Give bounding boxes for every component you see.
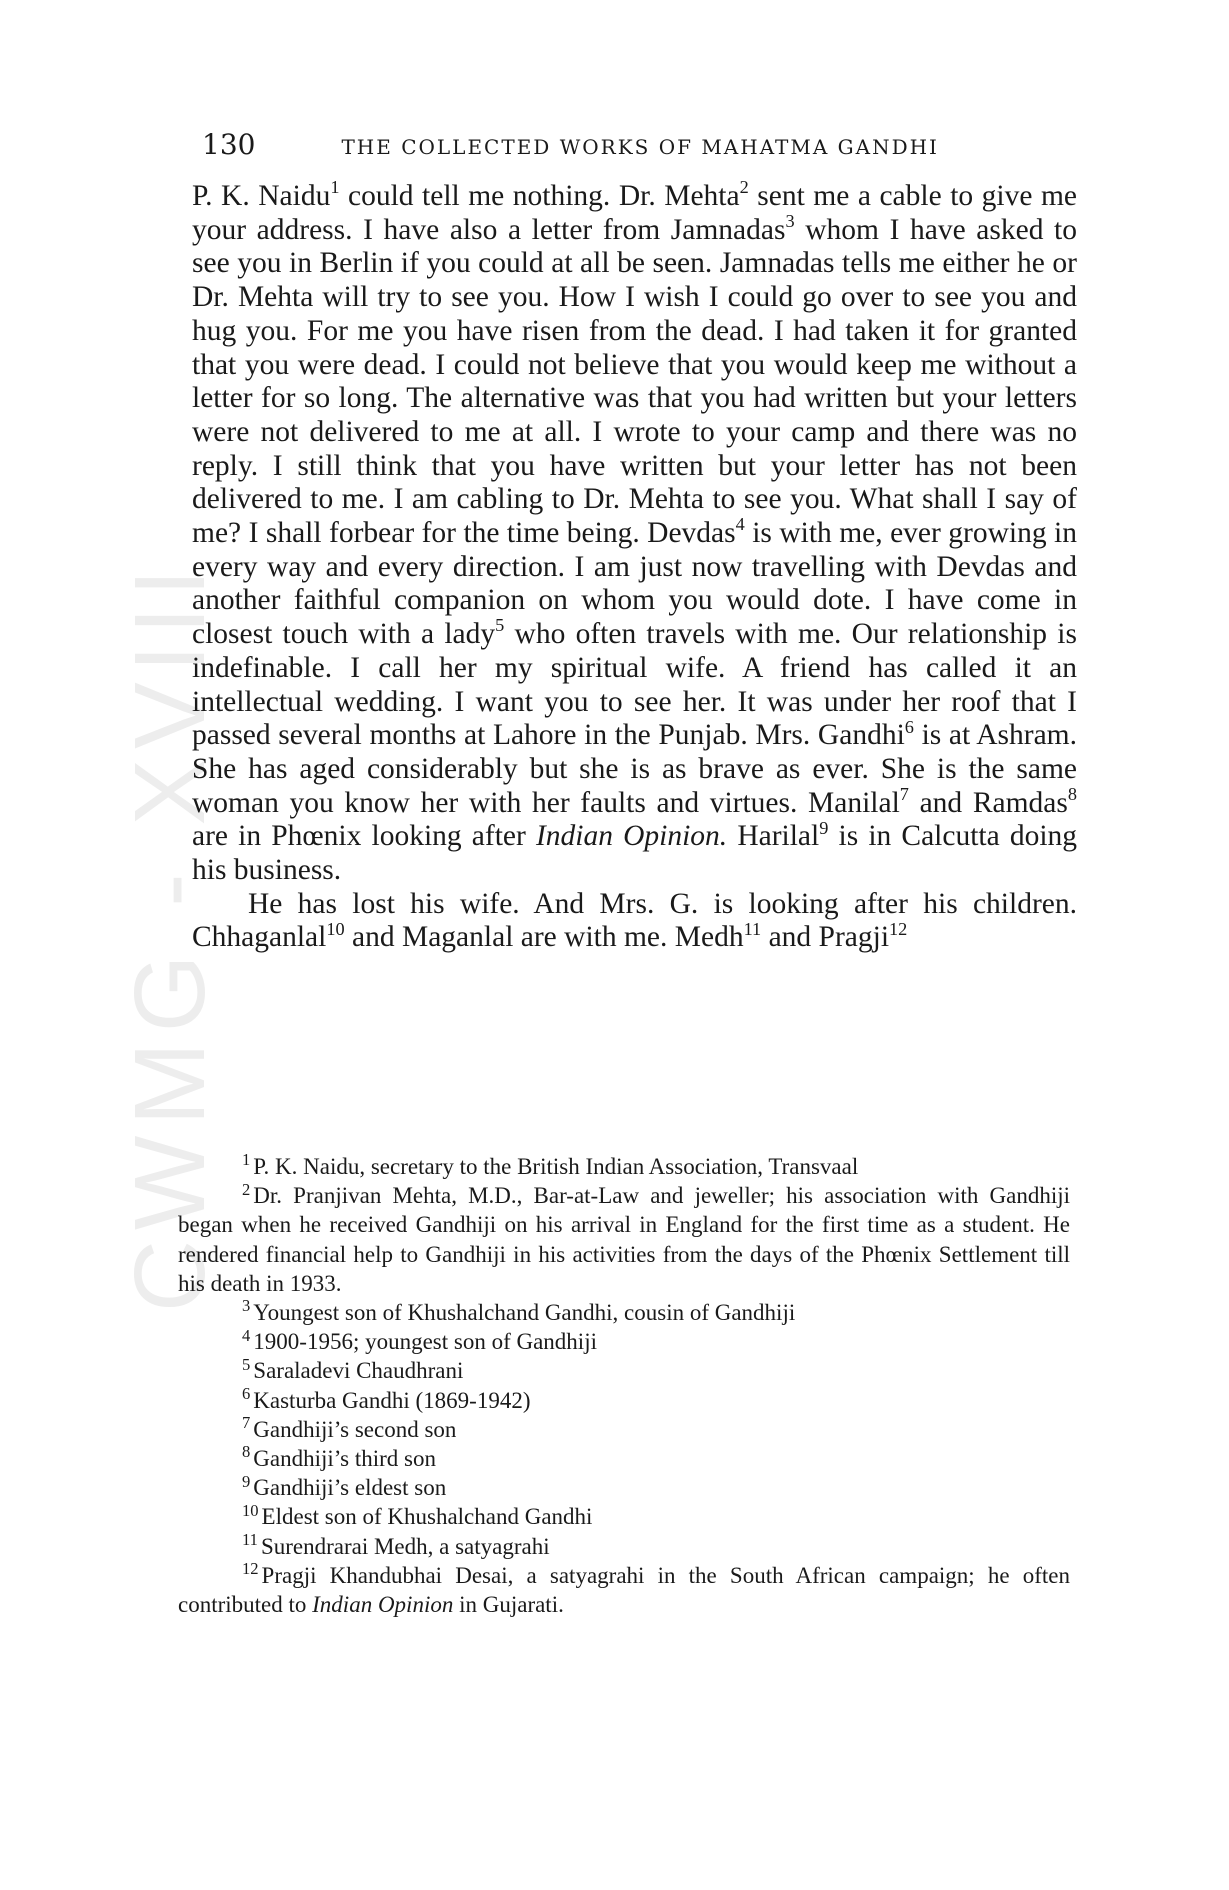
text-run: whom I have asked to see you in Berlin if you could at all be seen. Jamnadas tells me either he or Dr. Mehta will try to see you. How I wish I could go over to see you and hug you. For me you have risen from the dead. I had taken it for granted that you were dead. I could not believe that you would keep me without a letter for so long. The alternative was that you had written but your letters were not delivered to me at all. I wrote to your camp and there was no reply. I still think that you have written but your letter has not been delivered to me. I am cabling to Dr. Mehta to see you. What shall I say of me? I shall forbear for the time being. Devdas — [192, 213, 1077, 550]
footnotes — [178, 1152, 1070, 1619]
footnote-text: Saraladevi Chaudhrani — [253, 1358, 464, 1384]
footnote-number: 3 — [242, 1296, 251, 1316]
footnote-text: Gandhiji’s second son — [253, 1416, 457, 1442]
footnote-ref-12[interactable]: 12 — [889, 918, 908, 939]
text-run: who often travels with me. Our relationship is indefinable. I call her my spiritual wife. A friend has called it an intellectual wedding. I want you to see her. It was under her roof that I passed several months at Lahore in the Punjab. Mrs. Gandhi — [192, 618, 1077, 752]
footnote-6 — [178, 1383, 1070, 1415]
letter-body — [192, 177, 1078, 955]
text-run: are in Phœnix looking after — [192, 820, 536, 853]
footnote-11 — [178, 1529, 1070, 1561]
text-run: and Ramdas — [908, 786, 1068, 819]
footnote-text: Eldest son of Khushalchand Gandhi — [261, 1504, 593, 1530]
footnote-4 — [178, 1327, 1070, 1356]
footnote-ref-7[interactable]: 7 — [899, 783, 909, 804]
text-run: sent me a cable to give me your address. I have also a letter from Jamnadas — [192, 180, 1077, 246]
footnote-ref-6[interactable]: 6 — [904, 716, 914, 737]
footnote-ref-2[interactable]: 2 — [739, 177, 749, 198]
publication-title: Indian Opinion — [312, 1592, 454, 1618]
footnote-text: Kasturba Gandhi (1869-1942) — [253, 1387, 531, 1413]
footnote-5 — [178, 1356, 1070, 1385]
footnote-ref-8[interactable]: 8 — [1067, 783, 1078, 804]
footnote-9 — [178, 1473, 1070, 1502]
footnote-text: Dr. Pranjivan Mehta, M.D., Bar-at-Law and jeweller; his association with Gandhiji began when he received Gandhiji on his arrival in England for the first time as a student. He rendered financial help to Gandhiji in his activities from the days of the Phœnix Settlement till his death in 1933. — [178, 1183, 1070, 1296]
footnote-text: Surendrarai Medh, a satyagrahi — [260, 1533, 550, 1559]
footnote-text: Gandhiji’s third son — [253, 1446, 437, 1472]
footnote-ref-5[interactable]: 5 — [495, 615, 505, 636]
page-number: 130 — [202, 128, 256, 161]
text-run: is with me, ever growing in every way and every direction. I am just now travelling with Devdas and another faithful companion on whom you would dote. I have come in closest touch with a lady — [192, 517, 1077, 651]
footnote-10 — [178, 1502, 1070, 1531]
footnote-7 — [178, 1415, 1070, 1444]
footnote-text: Pragji Khandubhai Desai, a satyagrahi in the South African campaign; he often contributed to — [178, 1562, 1070, 1618]
footnote-number: 4 — [242, 1325, 251, 1345]
footnote-text: Youngest son of Khushalchand Gandhi, cousin of Gandhiji — [253, 1300, 796, 1326]
text-run: could tell me nothing. Dr. Mehta — [339, 180, 740, 212]
footnote-2 — [178, 1181, 1070, 1298]
footnote-number: 2 — [242, 1179, 251, 1199]
watermark-text: CWMG - XVIII — [114, 558, 227, 1312]
text-run: is in Calcutta doing his business. — [192, 820, 1078, 887]
text-run: P. K. Naidu — [192, 180, 331, 212]
footnote-ref-4[interactable]: 4 — [735, 514, 745, 535]
footnote-ref-1[interactable]: 1 — [330, 177, 340, 198]
footnote-number: 10 — [242, 1500, 259, 1520]
footnote-8 — [178, 1444, 1070, 1473]
text-run: He has lost his wife. And Mrs. G. is looking after his children. Chhaganlal — [192, 887, 1077, 954]
footnote-number: 11 — [242, 1529, 258, 1549]
footnote-ref-11[interactable]: 11 — [743, 918, 762, 939]
running-title: THE COLLECTED WORKS OF MAHATMA GANDHI — [341, 135, 939, 159]
footnote-12 — [178, 1561, 1070, 1619]
footnote-number: 12 — [242, 1559, 259, 1579]
text-run: Harilal — [727, 820, 820, 853]
paragraph-2 — [192, 888, 1077, 955]
footnote-text: 1900-1956; youngest son of Gandhiji — [253, 1329, 597, 1355]
footnote-ref-10[interactable]: 10 — [326, 918, 345, 939]
text-run: and Pragji — [761, 921, 890, 954]
footnote-number: 7 — [242, 1413, 251, 1433]
footnote-ref-9[interactable]: 9 — [819, 817, 829, 838]
publication-title: Indian Opinion. — [535, 820, 728, 853]
text-run: and Maganlal are with me. Medh — [344, 921, 744, 954]
footnote-ref-3[interactable]: 3 — [785, 210, 795, 231]
footnote-number: 6 — [242, 1383, 251, 1403]
footnote-text: P. K. Naidu, secretary to the British Indian Association, Transvaal — [253, 1154, 859, 1179]
running-head — [202, 128, 1072, 168]
footnote-3 — [178, 1298, 1070, 1327]
footnote-number: 5 — [242, 1354, 251, 1374]
footnote-number: 8 — [242, 1442, 251, 1462]
text-run: is at Ashram. She has aged considerably but she is as brave as ever. She is the same woman you know her with her faults and virtues. Manilal — [192, 719, 1077, 819]
footnote-text: Gandhiji’s eldest son — [253, 1475, 447, 1501]
footnote-1 — [178, 1152, 1070, 1181]
paragraph-1 — [192, 177, 1078, 888]
footnote-number: 9 — [242, 1471, 251, 1491]
footnote-text-tail: in Gujarati. — [453, 1592, 564, 1618]
footnote-number: 1 — [242, 1150, 251, 1170]
